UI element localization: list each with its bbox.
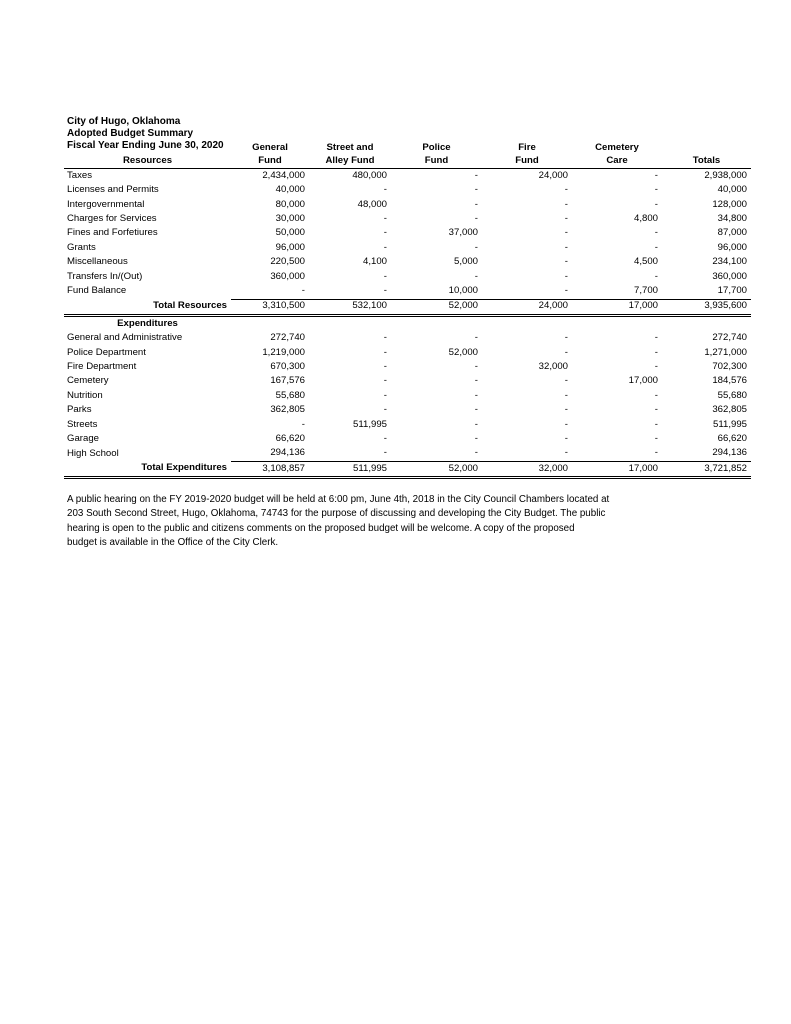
resource-row-cemetery-cell: - xyxy=(654,241,658,253)
expenditure-row-label: Streets xyxy=(67,418,98,430)
expenditure-row-police-cell: 52,000 xyxy=(448,346,478,358)
expenditure-row-total-cell: 294,136 xyxy=(712,447,747,459)
total-resources-total: 3,935,600 xyxy=(662,299,751,315)
expenditure-row-police-cell: - xyxy=(474,375,478,387)
expenditure-row-street-cell: - xyxy=(383,404,387,416)
expenditure-row-police-cell: - xyxy=(474,418,478,430)
resource-row-cemetery-cell: 4,800 xyxy=(633,213,658,225)
resource-row-police-cell: - xyxy=(474,270,478,282)
col-police-line2: Fund xyxy=(391,155,482,169)
expenditure-row-street-cell: - xyxy=(383,332,387,344)
total-resources-section xyxy=(64,299,751,331)
resource-row-police-cell: 37,000 xyxy=(448,227,478,239)
resource-row-fire-cell: - xyxy=(564,184,568,196)
header-title: Adopted Budget Summary xyxy=(67,128,194,139)
expenditure-row-cemetery-cell: 17,000 xyxy=(628,375,658,387)
col-street-line1: Street and xyxy=(326,142,374,154)
col-resources: Resources xyxy=(64,155,231,169)
resource-row-street-cell: - xyxy=(383,213,387,225)
resource-row-total-cell: 2,938,000 xyxy=(704,169,747,181)
resource-row-general-cell: 30,000 xyxy=(275,213,305,225)
expenditure-row xyxy=(64,446,751,461)
resource-row-total-cell: 40,000 xyxy=(717,184,747,196)
resource-row-street-cell: - xyxy=(383,227,387,239)
resource-row-general-cell: - xyxy=(301,285,305,297)
col-fire-line1: Fire xyxy=(518,142,536,154)
expenditure-row-total-cell: 1,271,000 xyxy=(704,346,747,358)
total-expenditures-cemetery: 17,000 xyxy=(572,461,662,477)
expenditure-row-general-cell: - xyxy=(301,418,305,430)
expenditure-row xyxy=(64,432,751,446)
resource-row-street-cell: - xyxy=(383,285,387,297)
resource-row xyxy=(64,169,751,184)
expenditure-row-total-cell: 272,740 xyxy=(712,332,747,344)
resource-row-general-cell: 50,000 xyxy=(275,227,305,239)
total-expenditures-general: 3,108,857 xyxy=(231,461,309,477)
resource-row-total-cell: 34,800 xyxy=(717,213,747,225)
total-resources-row xyxy=(64,299,751,315)
resource-row xyxy=(64,198,751,212)
total-resources-fire: 24,000 xyxy=(482,299,572,315)
resource-row-police-cell: - xyxy=(474,169,478,181)
expenditure-row-label: General and Administrative xyxy=(67,332,183,344)
expenditure-row-police-cell: - xyxy=(474,404,478,416)
resource-row-street-cell: - xyxy=(383,241,387,253)
col-general-line2: Fund xyxy=(231,155,309,169)
total-expenditures-fire: 32,000 xyxy=(482,461,572,477)
total-expenditures-section xyxy=(64,461,751,477)
total-expenditures-total: 3,721,852 xyxy=(662,461,751,477)
resource-row-cemetery-cell: - xyxy=(654,169,658,181)
expenditures-heading: Expenditures xyxy=(117,317,178,329)
expenditure-row-total-cell: 184,576 xyxy=(712,375,747,387)
expenditure-row-street-cell: - xyxy=(383,432,387,444)
expenditure-row-police-cell: - xyxy=(474,360,478,372)
col-totals: Totals xyxy=(662,155,751,169)
resource-row xyxy=(64,227,751,241)
resource-row-street-cell: - xyxy=(383,270,387,282)
resource-row-label: Grants xyxy=(67,241,96,253)
resource-row-fire-cell: 24,000 xyxy=(538,169,568,181)
resource-row-police-cell: - xyxy=(474,198,478,210)
resource-row-label: Fines and Forfetiures xyxy=(67,227,158,239)
resource-row-label: Transfers In/(Out) xyxy=(67,270,143,282)
notice-line-3: hearing is open to the public and citizens comments on the proposed budget will be welcome. A copy of the proposed xyxy=(67,522,575,534)
expenditure-row-cemetery-cell: - xyxy=(654,418,658,430)
total-resources-street: 532,100 xyxy=(309,299,391,315)
expenditure-row-general-cell: 167,576 xyxy=(270,375,305,387)
header-fiscal-year: Fiscal Year Ending June 30, 2020 xyxy=(67,140,224,151)
resource-row-street-cell: 480,000 xyxy=(352,169,387,181)
resource-row xyxy=(64,255,751,269)
expenditure-row-police-cell: - xyxy=(474,432,478,444)
notice-line-2: 203 South Second Street, Hugo, Oklahoma, 74743 for the purpose of discussing and developing the City Budget. The public xyxy=(67,508,606,520)
resource-row-total-cell: 17,700 xyxy=(717,285,747,297)
expenditure-row xyxy=(64,418,751,432)
total-expenditures-street: 511,995 xyxy=(309,461,391,477)
resource-row xyxy=(64,212,751,226)
resource-row-fire-cell: - xyxy=(564,241,568,253)
expenditure-row-label: Fire Department xyxy=(67,360,137,372)
resource-row-total-cell: 87,000 xyxy=(717,227,747,239)
expenditure-row-label: High School xyxy=(67,447,119,459)
resource-row-general-cell: 2,434,000 xyxy=(262,169,305,181)
total-resources-police: 52,000 xyxy=(391,299,482,315)
header-city: City of Hugo, Oklahoma xyxy=(67,116,181,127)
resource-row-total-cell: 128,000 xyxy=(712,198,747,210)
resource-row-police-cell: - xyxy=(474,184,478,196)
expenditure-row-street-cell: - xyxy=(383,447,387,459)
resource-row-label: Fund Balance xyxy=(67,285,127,297)
resource-row xyxy=(64,284,751,299)
expenditure-row-total-cell: 66,620 xyxy=(717,432,747,444)
expenditures-heading-row xyxy=(64,315,751,331)
col-cemetery-line2: Care xyxy=(572,155,662,169)
expenditure-row-fire-cell: 32,000 xyxy=(538,360,568,372)
total-expenditures-row xyxy=(64,461,751,477)
expenditure-row-label: Police Department xyxy=(67,346,146,358)
expenditure-row-cemetery-cell: - xyxy=(654,447,658,459)
expenditure-row xyxy=(64,403,751,417)
total-resources-cemetery: 17,000 xyxy=(572,299,662,315)
expenditure-row-cemetery-cell: - xyxy=(654,346,658,358)
expenditure-row-total-cell: 55,680 xyxy=(717,389,747,401)
expenditure-row-street-cell: 511,995 xyxy=(353,418,387,430)
expenditure-row-general-cell: 272,740 xyxy=(270,332,305,344)
expenditure-row-police-cell: - xyxy=(474,447,478,459)
expenditure-row-general-cell: 362,805 xyxy=(270,404,305,416)
resource-row-general-cell: 40,000 xyxy=(275,184,305,196)
budget-table xyxy=(64,142,751,479)
expenditure-row-street-cell: - xyxy=(383,375,387,387)
expenditure-row xyxy=(64,331,751,345)
total-expenditures-label: Total Expenditures xyxy=(64,461,231,477)
resource-row-police-cell: - xyxy=(474,241,478,253)
resource-row-cemetery-cell: - xyxy=(654,270,658,282)
resource-row-general-cell: 220,500 xyxy=(270,256,305,268)
resource-row-fire-cell: - xyxy=(564,213,568,225)
resource-row-fire-cell: - xyxy=(564,198,568,210)
resource-row-label: Taxes xyxy=(67,169,93,181)
expenditure-row-general-cell: 66,620 xyxy=(275,432,305,444)
expenditure-row-street-cell: - xyxy=(383,360,387,372)
resource-row-label: Miscellaneous xyxy=(67,256,128,268)
resource-row-total-cell: 234,100 xyxy=(712,256,747,268)
expenditure-row-general-cell: 670,300 xyxy=(270,360,305,372)
total-expenditures-police: 52,000 xyxy=(391,461,482,477)
resource-row-police-cell: 5,000 xyxy=(453,256,478,268)
expenditure-row-cemetery-cell: - xyxy=(654,360,658,372)
resource-row-street-cell: - xyxy=(383,184,387,196)
resource-row-fire-cell: - xyxy=(564,270,568,282)
column-header-row-1 xyxy=(64,142,751,155)
resource-row-cemetery-cell: 4,500 xyxy=(633,256,658,268)
resource-row-fire-cell: - xyxy=(564,285,568,297)
total-resources-general: 3,310,500 xyxy=(231,299,309,315)
resource-row xyxy=(64,183,751,197)
expenditure-row-total-cell: 702,300 xyxy=(712,360,747,372)
resource-row-label: Intergovernmental xyxy=(67,198,145,210)
total-resources-label: Total Resources xyxy=(64,299,231,315)
resource-row-street-cell: 4,100 xyxy=(362,256,387,268)
expenditure-row-label: Nutrition xyxy=(67,389,103,401)
expenditure-row-fire-cell: - xyxy=(564,346,568,358)
expenditure-row-fire-cell: - xyxy=(564,332,568,344)
resource-row-police-cell: - xyxy=(474,213,478,225)
resource-row xyxy=(64,270,751,284)
expenditure-row-cemetery-cell: - xyxy=(654,432,658,444)
resource-row-fire-cell: - xyxy=(564,227,568,239)
resource-row-cemetery-cell: - xyxy=(654,227,658,239)
expenditure-row-police-cell: - xyxy=(474,389,478,401)
expenditure-row-cemetery-cell: - xyxy=(654,404,658,416)
expenditure-row-cemetery-cell: - xyxy=(654,389,658,401)
resource-row-general-cell: 96,000 xyxy=(275,241,305,253)
notice-line-4: budget is available in the Office of the City Clerk. xyxy=(67,537,279,549)
expenditure-row-general-cell: 55,680 xyxy=(275,389,305,401)
col-general-line1: General xyxy=(252,142,288,154)
resource-row-general-cell: 360,000 xyxy=(270,270,305,282)
expenditure-row xyxy=(64,346,751,360)
col-street-line2: Alley Fund xyxy=(309,155,391,169)
expenditure-row xyxy=(64,374,751,388)
resource-row xyxy=(64,241,751,255)
resource-row-cemetery-cell: - xyxy=(654,184,658,196)
resource-row-police-cell: 10,000 xyxy=(448,285,478,297)
resource-row-street-cell: 48,000 xyxy=(357,198,387,210)
resource-row-total-cell: 96,000 xyxy=(717,241,747,253)
expenditure-row-label: Parks xyxy=(67,404,92,416)
expenditure-row-fire-cell: - xyxy=(564,447,568,459)
resources-section xyxy=(64,169,751,300)
expenditure-row-general-cell: 294,136 xyxy=(270,447,305,459)
expenditure-row-label: Cemetery xyxy=(67,375,109,387)
expenditure-row-street-cell: - xyxy=(383,346,387,358)
expenditure-row-fire-cell: - xyxy=(564,389,568,401)
expenditure-row-fire-cell: - xyxy=(564,432,568,444)
expenditures-section xyxy=(64,331,751,461)
resource-row-cemetery-cell: - xyxy=(654,198,658,210)
resource-row-cemetery-cell: 7,700 xyxy=(633,285,658,297)
expenditure-row-total-cell: 362,805 xyxy=(712,404,747,416)
expenditure-row-total-cell: 511,995 xyxy=(713,418,747,430)
col-police-line1: Police xyxy=(422,142,451,154)
expenditure-row-fire-cell: - xyxy=(564,404,568,416)
resource-row-fire-cell: - xyxy=(564,256,568,268)
expenditure-row-fire-cell: - xyxy=(564,418,568,430)
resource-row-total-cell: 360,000 xyxy=(712,270,747,282)
expenditure-row-cemetery-cell: - xyxy=(654,332,658,344)
col-fire-line2: Fund xyxy=(482,155,572,169)
resource-row-label: Charges for Services xyxy=(67,213,157,225)
expenditure-row xyxy=(64,360,751,374)
col-cemetery-line1: Cemetery xyxy=(595,142,639,154)
expenditure-row-street-cell: - xyxy=(383,389,387,401)
resource-row-general-cell: 80,000 xyxy=(275,198,305,210)
expenditure-row-label: Garage xyxy=(67,432,99,444)
expenditure-row-police-cell: - xyxy=(474,332,478,344)
expenditure-row-fire-cell: - xyxy=(564,375,568,387)
expenditure-row-general-cell: 1,219,000 xyxy=(262,346,305,358)
resource-row-label: Licenses and Permits xyxy=(67,184,159,196)
column-header-row-2 xyxy=(64,155,751,169)
notice-line-1: A public hearing on the FY 2019-2020 budget will be held at 6:00 pm, June 4th, 2018 in the City Council Chambers located at xyxy=(67,494,610,505)
expenditure-row xyxy=(64,389,751,403)
public-hearing-notice xyxy=(67,493,627,551)
